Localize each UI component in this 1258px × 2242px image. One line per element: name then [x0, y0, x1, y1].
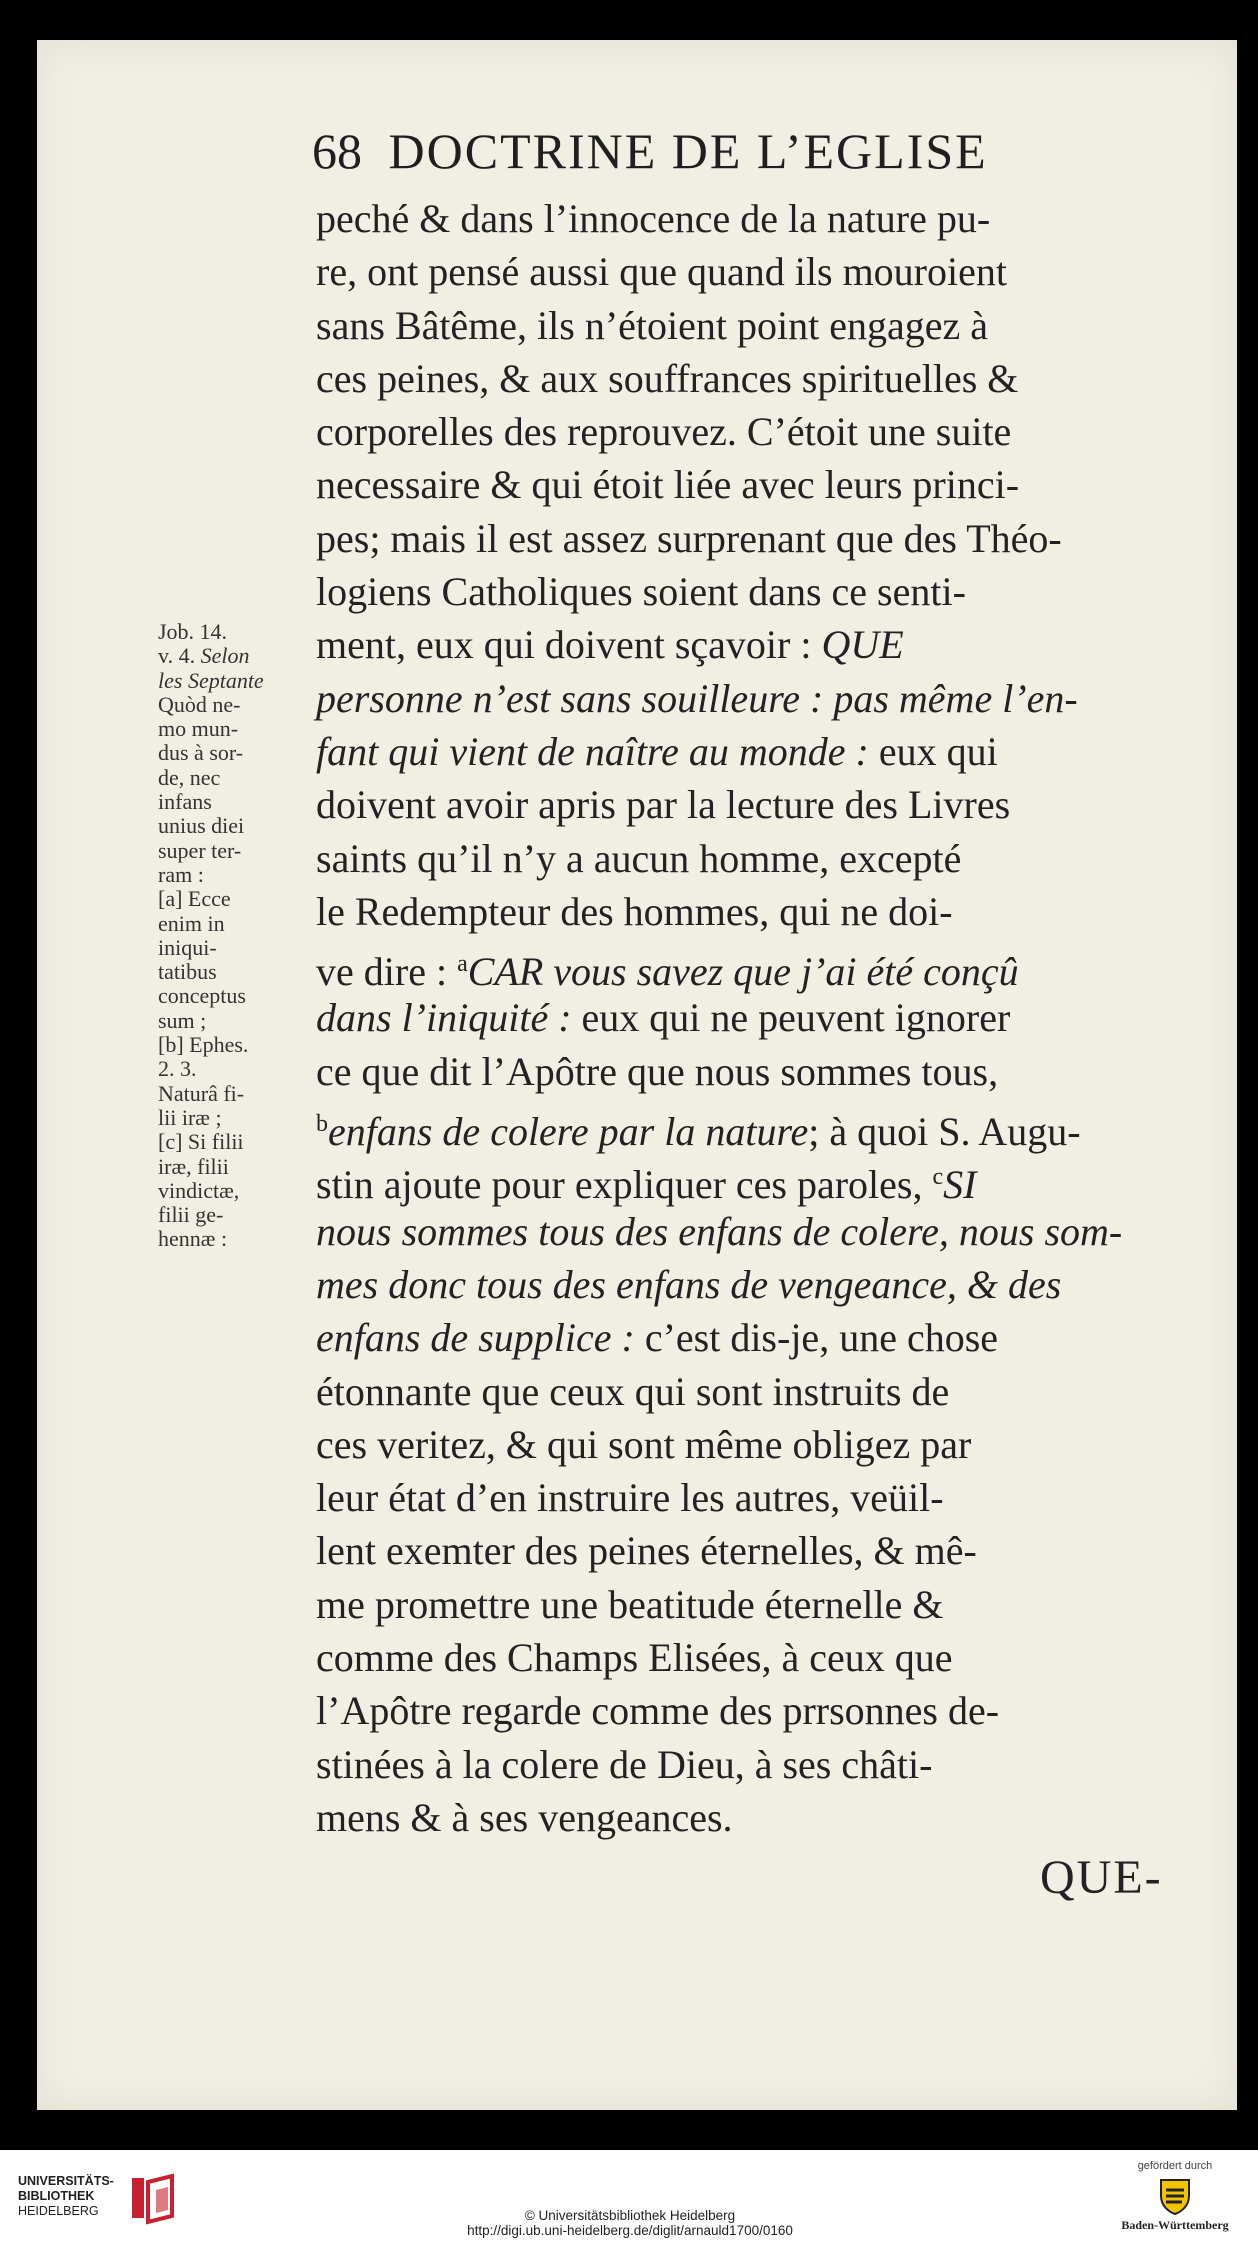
text-line — [316, 1045, 1172, 1098]
margin-note-line — [158, 1130, 298, 1154]
text-line — [316, 1205, 1172, 1258]
text-line — [316, 1418, 1172, 1471]
text-line — [316, 352, 1172, 405]
margin-note-line — [158, 620, 298, 644]
text-line — [316, 885, 1172, 938]
funding-name: Baden-Württemberg — [1121, 2218, 1229, 2232]
margin-note-line — [158, 693, 298, 717]
text-run: dans l’iniquité : — [316, 995, 572, 1041]
margin-note-line — [158, 741, 298, 765]
text-line — [316, 405, 1172, 458]
text-run: re, ont pensé aussi que quand ils mouroient — [316, 249, 1007, 295]
text-run: enfans de supplice : — [316, 1315, 635, 1361]
note-marker: c — [932, 1164, 944, 1191]
viewer-footer — [0, 2150, 1258, 2242]
text-run: iniqui- — [158, 934, 217, 960]
text-line — [316, 1791, 1172, 1844]
text-run: ce que dit l’Apôtre que nous sommes tous, — [316, 1048, 999, 1094]
coat-of-arms-icon — [1157, 2176, 1193, 2216]
text-run: hennæ : — [158, 1226, 228, 1252]
text-run: ces peines, & aux souffrances spirituelles & — [316, 355, 1019, 401]
text-run: conceptus — [158, 983, 246, 1009]
text-run: SI — [943, 1162, 977, 1208]
copyright-text: © Universitätsbibliothek Heidelberg — [524, 2208, 736, 2223]
text-run: c’est dis-je, une chose — [634, 1315, 999, 1361]
funding-label: gefördert durch — [1137, 2160, 1213, 2172]
text-line — [316, 1258, 1172, 1311]
text-run: mes donc tous des enfans de vengeance, & des — [316, 1261, 1062, 1307]
text-run: super ter- — [158, 837, 242, 863]
text-line — [316, 832, 1172, 885]
margin-note-line — [158, 1106, 298, 1130]
running-title: DOCTRINE DE L’EGLISE — [388, 123, 988, 179]
margin-note-line — [158, 644, 298, 668]
text-run: pes; mais il est assez surprenant que des Théo- — [316, 515, 1062, 561]
text-line — [316, 672, 1172, 725]
text-run: sans Bâtême, ils n’étoient point engagez à — [316, 302, 989, 348]
page-number: 68 — [312, 123, 362, 179]
text-run: ment, eux qui doivent sçavoir : — [316, 622, 822, 668]
text-line — [316, 778, 1172, 831]
text-run: eux qui ne peuvent ignorer — [571, 995, 1011, 1041]
margin-note-line — [158, 1009, 298, 1033]
margin-note-line — [158, 766, 298, 790]
text-run: enim in — [158, 910, 225, 936]
note-marker: b — [316, 1111, 328, 1138]
text-run: Selon — [200, 643, 250, 669]
library-name-line: UNIVERSITÄTS- — [18, 2174, 114, 2188]
text-line — [316, 1524, 1172, 1577]
margin-note-line — [158, 1203, 298, 1227]
text-run: Naturâ fi- — [158, 1080, 245, 1106]
text-line — [316, 245, 1172, 298]
text-line — [316, 458, 1172, 511]
text-run: fant qui vient de naître au monde : — [316, 728, 869, 774]
note-marker: a — [457, 951, 468, 978]
library-name — [18, 2174, 138, 2219]
text-run: nous sommes tous des enfans de colere, nous som- — [316, 1208, 1123, 1254]
library-name-line: BIBLIOTHEK — [18, 2189, 95, 2203]
text-line — [316, 512, 1172, 565]
text-run: v. 4. — [158, 643, 201, 669]
text-run: ; à quoi S. Augu- — [808, 1109, 1081, 1155]
text-run: necessaire & qui étoit liée avec leurs princi- — [316, 462, 1020, 508]
text-run: ces veritez, & qui sont même obligez par — [316, 1421, 972, 1467]
text-run: vindictæ, — [158, 1177, 240, 1203]
text-run: infans — [158, 789, 212, 815]
library-mark-icon — [126, 2172, 196, 2236]
text-run: eux qui — [868, 728, 998, 774]
text-run: iræ, filii — [158, 1153, 229, 1179]
text-line — [316, 1684, 1172, 1737]
text-run: 2. 3. — [158, 1056, 197, 1082]
text-run: comme des Champs Elisées, à ceux que — [316, 1635, 953, 1681]
margin-notes — [158, 620, 298, 1252]
text-line — [316, 938, 1172, 995]
text-run: ve dire : — [316, 949, 458, 995]
text-line — [316, 1098, 1172, 1155]
text-run: dus à sor- — [158, 740, 244, 766]
text-run: [c] Si filii — [158, 1129, 244, 1155]
margin-note-line — [158, 814, 298, 838]
text-run: [b] Ephes. — [158, 1032, 249, 1058]
margin-note-line — [158, 717, 298, 741]
library-logo — [18, 2172, 218, 2232]
margin-note-line — [158, 887, 298, 911]
text-line — [316, 1578, 1172, 1631]
copyright-notice — [400, 2208, 860, 2238]
text-run: unius diei — [158, 813, 245, 839]
text-run: QUE — [821, 622, 904, 668]
margin-note-line — [158, 912, 298, 936]
text-run: Quòd ne- — [158, 691, 241, 717]
text-run: ram : — [158, 861, 204, 887]
text-run: tatibus — [158, 959, 217, 985]
library-name-line: HEIDELBERG — [18, 2204, 99, 2218]
text-run: me promettre une beatitude éternelle & — [316, 1581, 944, 1627]
text-run: filii ge- — [158, 1202, 224, 1228]
margin-note-line — [158, 984, 298, 1008]
text-run: corporelles des reprouvez. C’étoit une suite — [316, 409, 1012, 455]
text-line — [316, 1738, 1172, 1791]
text-run: CAR vous savez que j’ai été conçû — [467, 949, 1019, 995]
text-run: doivent avoir apris par la lecture des Livres — [316, 782, 1011, 828]
text-line — [316, 299, 1172, 352]
text-run: logiens Catholiques soient dans ce senti- — [316, 569, 966, 615]
text-run: personne n’est sans souilleure : pas même l’en- — [316, 675, 1078, 721]
funding-credit — [1100, 2156, 1250, 2238]
text-run: lent exemter des peines éternelles, & mê- — [316, 1528, 977, 1574]
text-run: le Redempteur des hommes, qui ne doi- — [316, 888, 953, 934]
margin-note-line — [158, 839, 298, 863]
running-header — [312, 122, 1182, 192]
text-line — [316, 1311, 1172, 1364]
margin-note-line — [158, 1227, 298, 1251]
text-run: stinées à la colere de Dieu, à ses châti- — [316, 1741, 933, 1787]
text-line — [316, 725, 1172, 778]
margin-note-line — [158, 1082, 298, 1106]
text-run: lii iræ ; — [158, 1104, 222, 1130]
text-run: les Septante — [158, 667, 264, 693]
text-run: Job. 14. — [158, 619, 228, 644]
margin-note-line — [158, 669, 298, 693]
text-line — [316, 1471, 1172, 1524]
text-line — [316, 618, 1172, 671]
margin-note-line — [158, 1155, 298, 1179]
margin-note-line — [158, 936, 298, 960]
text-run: peché & dans l’innocence de la nature pu- — [316, 196, 991, 241]
margin-note-line — [158, 1033, 298, 1057]
text-line — [316, 991, 1172, 1044]
body-text — [316, 192, 1172, 1844]
text-line — [316, 1365, 1172, 1418]
margin-note-line — [158, 960, 298, 984]
text-run: mo mun- — [158, 716, 239, 742]
text-run: mens & à ses vengeances. — [316, 1794, 733, 1840]
text-run: sum ; — [158, 1007, 207, 1033]
margin-note-line — [158, 790, 298, 814]
text-line — [316, 1151, 1172, 1208]
text-run: stin ajoute pour expliquer ces paroles, — [316, 1162, 933, 1208]
text-run: enfans de colere par la nature — [328, 1109, 809, 1155]
text-line — [316, 192, 1172, 245]
permalink[interactable]: http://digi.ub.uni-heidelberg.de/diglit/arnauld1700/0160 — [467, 2223, 793, 2238]
text-line — [316, 565, 1172, 618]
text-run: de, nec — [158, 764, 221, 790]
text-run: étonnante que ceux qui sont instruits de — [316, 1368, 950, 1414]
text-run: [a] Ecce — [158, 886, 231, 912]
catchword: QUE- — [1040, 1851, 1163, 1904]
margin-note-line — [158, 1179, 298, 1203]
text-run: saints qu’il n’y a aucun homme, excepté — [316, 835, 962, 881]
margin-note-line — [158, 1057, 298, 1081]
margin-note-line — [158, 863, 298, 887]
text-run: leur état d’en instruire les autres, veüil- — [316, 1475, 944, 1521]
text-run: l’Apôtre regarde comme des prrsonnes de- — [316, 1688, 1000, 1734]
text-line — [316, 1631, 1172, 1684]
